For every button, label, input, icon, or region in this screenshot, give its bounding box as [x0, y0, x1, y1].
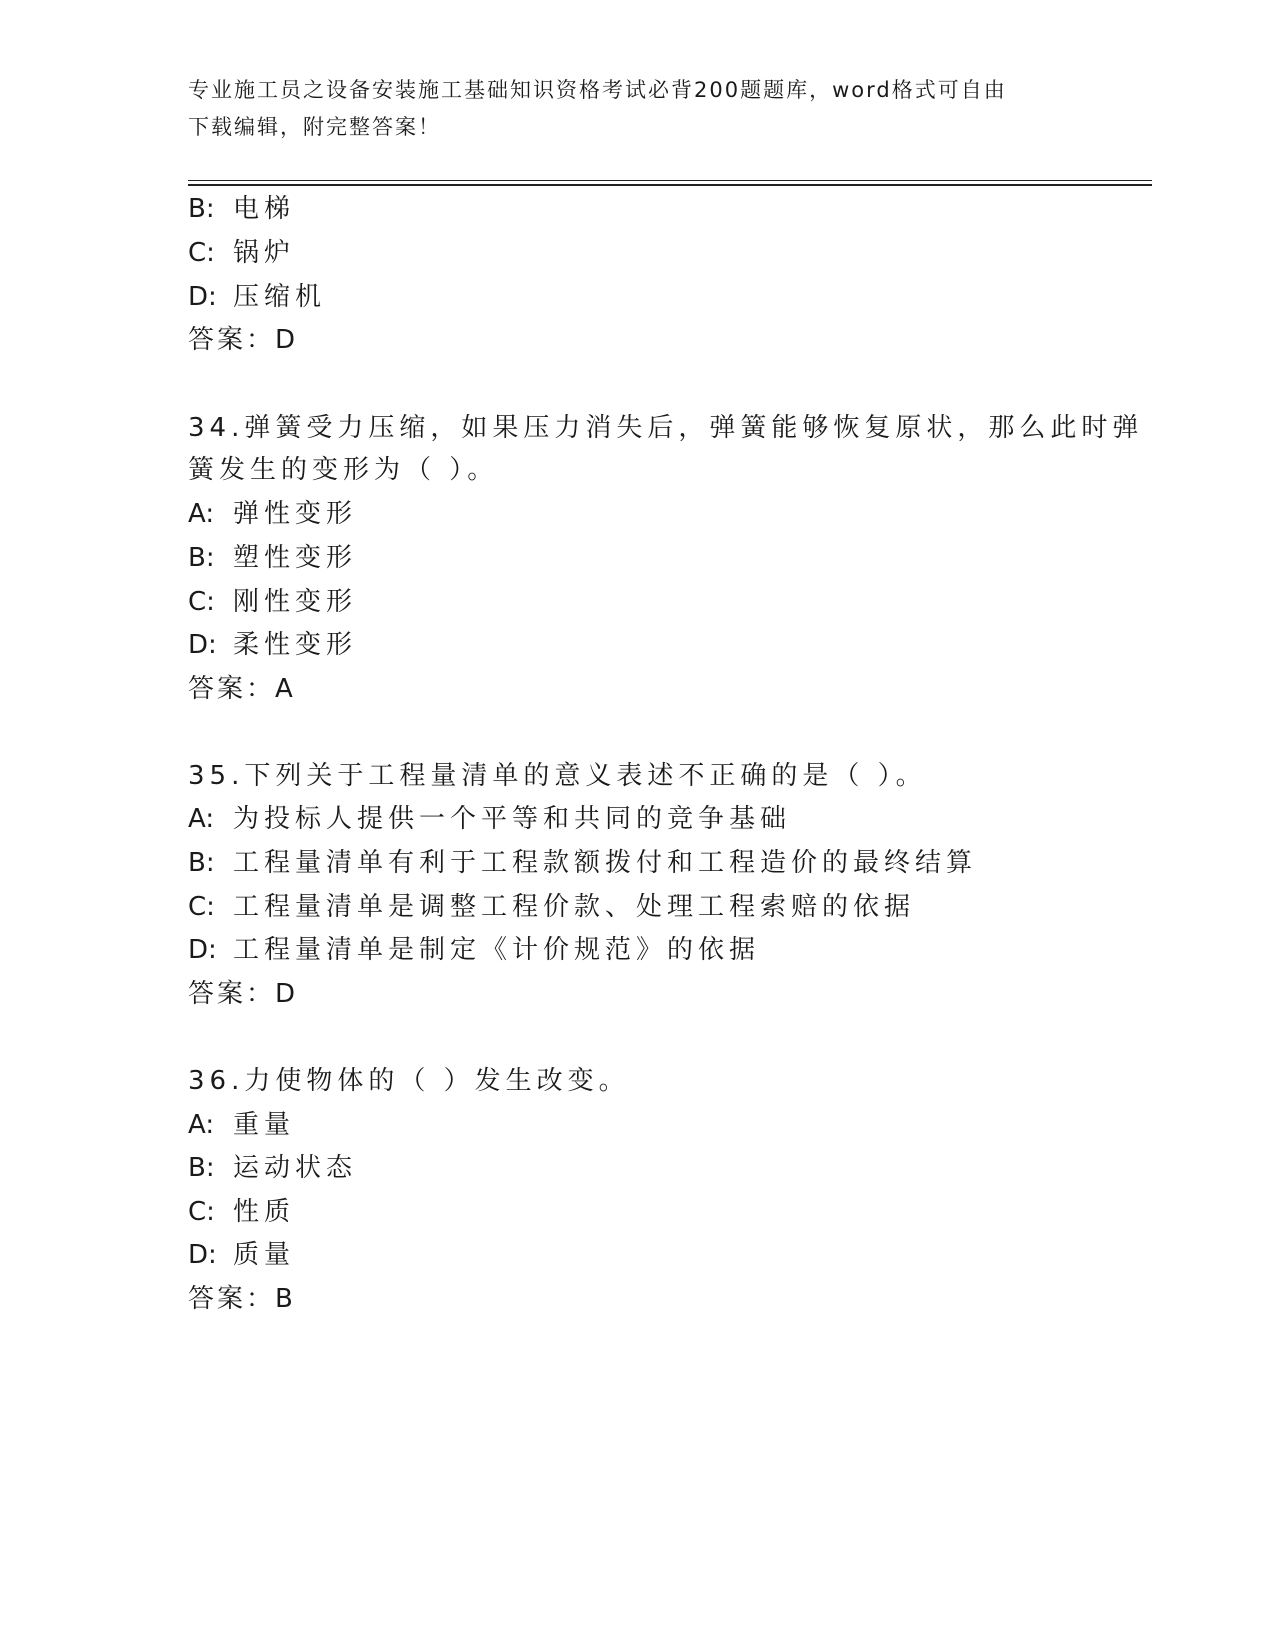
option-text: 锅炉 [233, 238, 296, 268]
option-text: 质量 [233, 1240, 296, 1270]
q33-option-d [188, 282, 326, 312]
header-title-line-2: 下载编辑，附完整答案！ [188, 115, 441, 139]
option-text: 工程量清单有利于工程款额拨付和工程造价的最终结算 [233, 848, 978, 878]
option-text: 柔性变形 [233, 630, 358, 660]
q36-stem-line-1: 36.力使物体的（ ）发生改变。 [188, 1066, 630, 1096]
q34-option-a [188, 499, 357, 529]
option-label: A: [188, 499, 215, 529]
option-label: A: [188, 1110, 215, 1140]
header-divider-thin [188, 180, 1152, 181]
q35-option-a [188, 804, 791, 834]
option-text: 压缩机 [233, 282, 327, 312]
option-label: D: [188, 282, 217, 312]
q34-stem-line-1: 34.弹簧受力压缩，如果压力消失后，弹簧能够恢复原状，那么此时弹 [188, 413, 1144, 443]
option-label: B: [188, 194, 215, 224]
q36-option-b [188, 1153, 357, 1183]
option-label: D: [188, 1240, 217, 1270]
option-text: 性质 [233, 1197, 296, 1227]
option-text: 电梯 [233, 194, 296, 224]
q34-option-c [188, 587, 357, 617]
q34-answer: 答案：A [188, 674, 296, 704]
q33-option-c [188, 238, 295, 268]
option-label: C: [188, 587, 215, 617]
option-text: 工程量清单是制定《计价规范》的依据 [233, 935, 761, 965]
q33-option-b [188, 194, 295, 224]
option-label: C: [188, 238, 215, 268]
option-label: B: [188, 1153, 215, 1183]
option-label: C: [188, 1197, 215, 1227]
q35-option-c [188, 892, 915, 922]
option-text: 运动状态 [233, 1153, 358, 1183]
option-text: 塑性变形 [233, 543, 358, 573]
q36-answer: 答案：B [188, 1284, 296, 1314]
header-divider-thick [188, 184, 1152, 186]
option-label: C: [188, 892, 215, 922]
q36-option-c [188, 1197, 295, 1227]
option-label: B: [188, 848, 215, 878]
q36-option-a [188, 1110, 295, 1140]
document-header [188, 72, 1088, 146]
option-text: 工程量清单是调整工程价款、处理工程索赔的依据 [233, 892, 916, 922]
q36-option-d [188, 1240, 295, 1270]
option-text: 为投标人提供一个平等和共同的竞争基础 [233, 804, 792, 834]
q35-option-d [188, 935, 760, 965]
q35-answer: 答案：D [188, 979, 299, 1009]
option-text: 重量 [233, 1110, 296, 1140]
q33-answer: 答案：D [188, 325, 299, 355]
option-label: B: [188, 543, 215, 573]
header-title-line-1: 专业施工员之设备安装施工基础知识资格考试必背200题题库，word格式可自由 [188, 78, 1007, 102]
option-label: D: [188, 630, 217, 660]
option-label: D: [188, 935, 217, 965]
q34-stem-line-2: 簧发生的变形为（ ）。 [188, 455, 499, 485]
q34-option-d [188, 630, 357, 660]
q35-stem-line-1: 35.下列关于工程量清单的意义表述不正确的是（ ）。 [188, 761, 927, 791]
q35-option-b [188, 848, 977, 878]
option-label: A: [188, 804, 215, 834]
option-text: 刚性变形 [233, 587, 358, 617]
q34-option-b [188, 543, 357, 573]
option-text: 弹性变形 [233, 499, 358, 529]
